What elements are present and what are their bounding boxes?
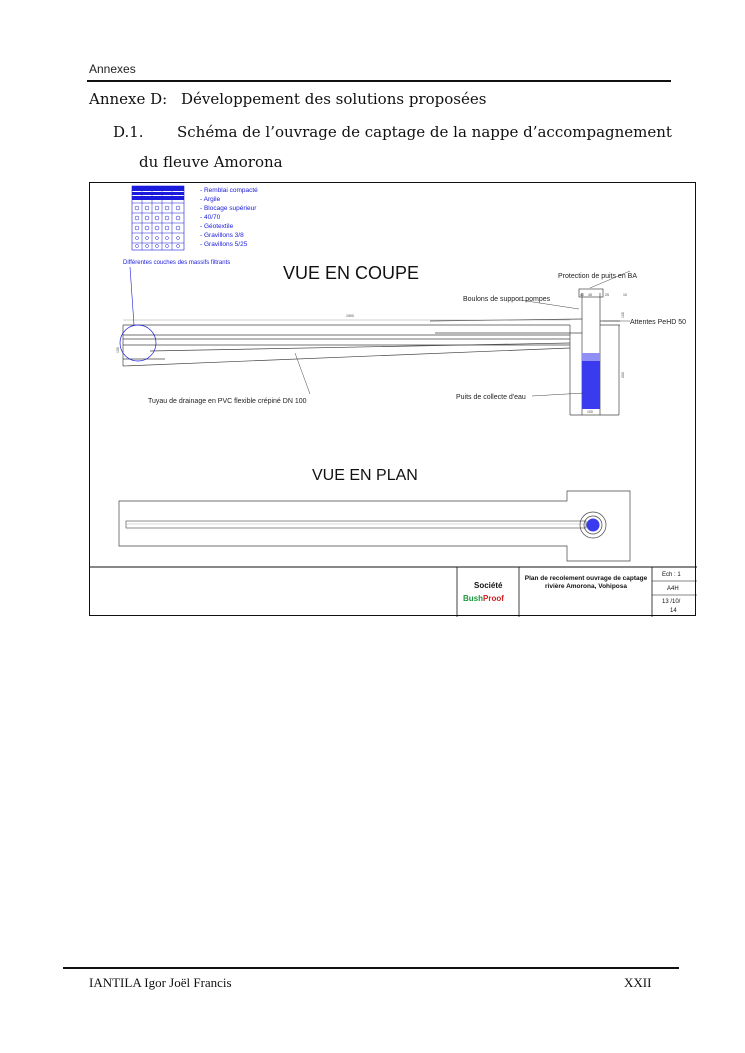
dim-side-b: 200 [621, 372, 625, 378]
footer-page-number: XXII [624, 975, 652, 990]
dim-bottom: 100 [587, 410, 593, 414]
dim-side-a: 100 [621, 312, 625, 318]
annexe-number: Annexe D: [89, 90, 168, 108]
footer-author: IANTILA Igor Joël Francis [89, 975, 232, 990]
company-name [463, 594, 504, 603]
section-title: Schéma de l’ouvrage de captage de la nappe d’accompagnement [177, 123, 672, 141]
section-title-continued: du fleuve Amorona [139, 153, 283, 171]
legend-item: - Argile [200, 196, 221, 203]
legend-item: - Remblai compacté [200, 187, 258, 194]
date-line-2: 14 [670, 608, 677, 614]
plan-title-box [522, 575, 650, 609]
filter-layers-legend [123, 186, 258, 325]
legend-item: - Gravillons 3/8 [200, 232, 244, 239]
legend-caption: Différentes couches des massifs filtrants [123, 260, 231, 266]
format: A4H [667, 586, 679, 592]
plan-title: Plan de recolement ouvrage de captage rivière Amorona, Vohiposa [524, 575, 648, 590]
plan-view [119, 467, 630, 561]
section-view [116, 263, 686, 415]
scale: Ech : 1 [662, 572, 681, 578]
label-boulons: Boulons de support pompes [463, 296, 551, 303]
company-name-bush: Bush [463, 594, 483, 603]
legend-item: - 40/70 [200, 214, 221, 221]
legend-item: - Géotextile [200, 223, 234, 230]
legend-item: - Blocage supérieur [200, 205, 257, 212]
dim-top-c: 25 [605, 293, 609, 297]
dim-top-d: 10 [623, 293, 627, 297]
drawing-canvas [90, 183, 697, 617]
dim-top-b: 45 [588, 293, 592, 297]
date-line-1: 13 /10/ [662, 599, 681, 605]
header-rule [87, 80, 671, 82]
section-heading [113, 123, 672, 141]
dim-length: 1900 [346, 314, 354, 318]
company-label: Société [474, 581, 503, 590]
dim-height: 150 [116, 347, 120, 353]
label-attentes: Attentes PeHD 50 [630, 319, 687, 326]
title-block [90, 567, 697, 617]
label-protection: Protection de puits en BA [558, 273, 637, 280]
plan-view-title: VUE EN PLAN [312, 467, 418, 484]
footer-rule [63, 967, 679, 969]
annexe-heading [89, 90, 486, 108]
annexe-title: Développement des solutions proposées [181, 90, 487, 108]
dim-top-a: 40 [580, 293, 584, 297]
legend-item: - Gravillons 5/25 [200, 241, 248, 248]
technical-drawing [89, 182, 696, 616]
label-puits: Puits de collecte d'eau [456, 394, 526, 401]
label-tuyau: Tuyau de drainage en PVC flexible crépiné DN 100 [148, 398, 307, 405]
company-name-proof: Proof [483, 594, 504, 603]
running-header: Annexes [89, 62, 136, 76]
section-number: D.1. [113, 123, 144, 141]
section-view-title: VUE EN COUPE [283, 263, 420, 283]
